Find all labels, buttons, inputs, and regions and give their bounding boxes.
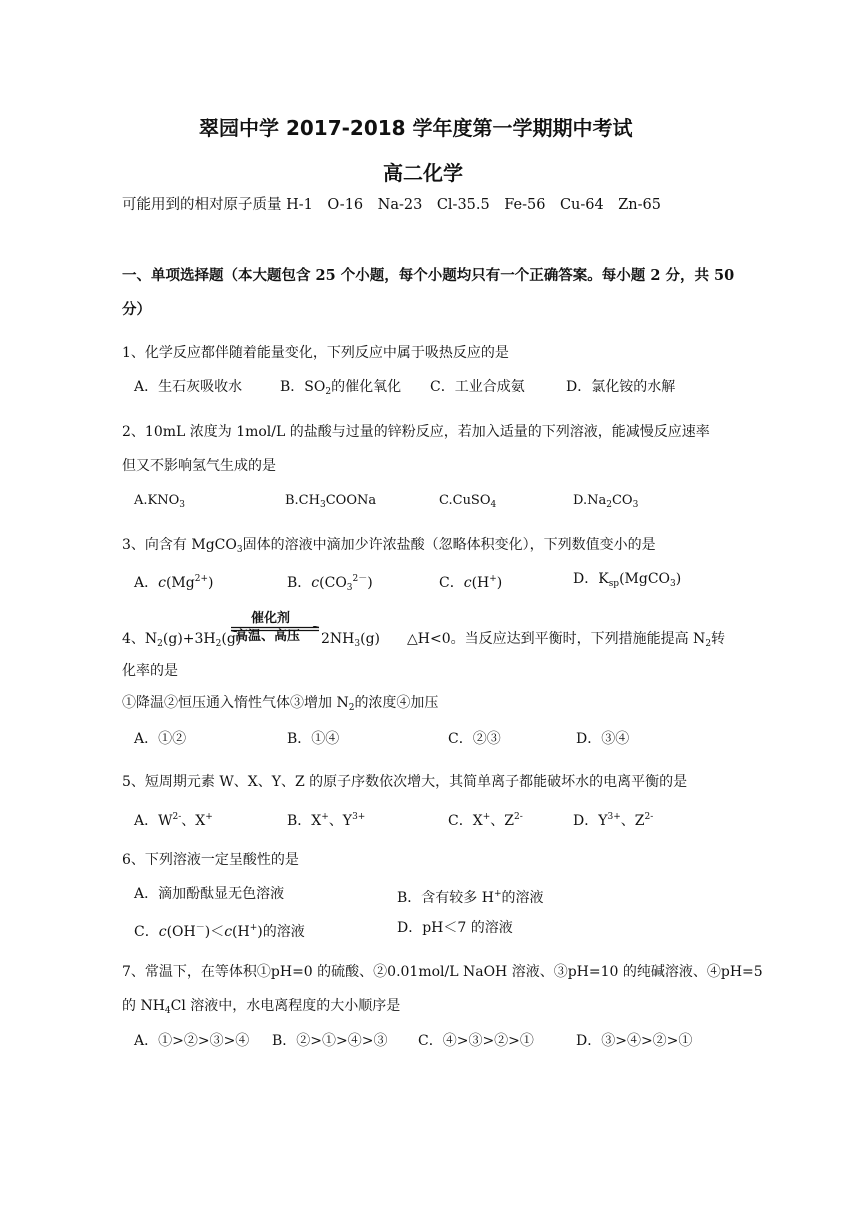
- q6-option-a: A．滴加酚酞显无色溶液: [134, 886, 285, 902]
- q6-option-d: D．pH＜7 的溶液: [397, 920, 513, 936]
- q4-option-c: C．②③: [448, 731, 501, 747]
- q4-option-b: B．①④: [287, 731, 340, 747]
- question-4-product: $2NH_3(g)$: [321, 631, 380, 649]
- q2-option-a: $A.KNO_3$: [134, 493, 185, 510]
- section-heading: 一、单项选择题（本大题包含 25 个小题，每个小题均只有一个正确答案。每小题 2 分，共 50: [122, 267, 735, 284]
- question-7-stem: 7、常温下，在等体积①pH=0 的硫酸、②0.01mol/L NaOH 溶液、③pH=10 的纯碱溶液、④pH=5: [122, 964, 763, 980]
- q4-option-d: D．③④: [576, 731, 630, 747]
- question-4-reactants: 4、$N_2(g)+3H_2(g)$: [122, 631, 242, 649]
- q1-option-d: D．氯化铵的水解: [566, 379, 676, 395]
- q7-option-d: D．③>④>②>①: [576, 1033, 693, 1049]
- question-3-stem: 3、向含有 MgCO$_3$固体的溶液中滴加少许浓盐酸（忽略体积变化），下列数值变小的是: [122, 537, 656, 555]
- question-4-condition: △H<0。当反应达到平衡时，下列措施能提高 $N_2$转: [407, 631, 726, 649]
- q5-option-d: D．$Y^{3+}$、$Z^{2-}$: [573, 812, 654, 829]
- q5-option-a: A．$W^{2-}$、X+: [134, 812, 213, 829]
- section-heading-cont: 分）: [122, 301, 151, 318]
- question-1-stem: 1、化学反应都伴随着能量变化，下列反应中属于吸热反应的是: [122, 345, 509, 361]
- q3-option-b: B．$c(CO_3^{2-})$: [287, 574, 373, 593]
- q4-option-a: A．①②: [134, 731, 187, 747]
- q2-option-d: $D.Na_2CO_3$: [573, 493, 639, 510]
- equilibrium-arrow: [229, 612, 321, 648]
- q6-option-b: B．含有较多 H+的溶液: [397, 889, 544, 906]
- q7-option-c: C．④>③>②>①: [418, 1033, 534, 1049]
- q6-option-c: C．c(OH－)＜c(H+)的溶液: [134, 923, 305, 940]
- q3-option-a: A．$c(Mg^{2+})$: [134, 574, 214, 591]
- exam-title: 翠园中学 2017-2018 学年度第一学期期中考试: [199, 116, 633, 140]
- q3-option-d: D．$K_{sp}(MgCO_3)$: [573, 571, 682, 589]
- q2-option-b: $B.CH_3COONa$: [285, 493, 377, 510]
- question-6-stem: 6、下列溶液一定呈酸性的是: [122, 852, 299, 868]
- q1-option-c: C．工业合成氨: [430, 379, 525, 395]
- question-4-stem-cont: 化率的是: [122, 663, 178, 679]
- question-2-stem-cont: 但又不影响氢气生成的是: [122, 458, 276, 474]
- question-7-stem-cont: 的 $NH_4Cl$ 溶液中，水电离程度的大小顺序是: [122, 998, 401, 1016]
- exam-subject: 高二化学: [383, 161, 463, 185]
- q7-option-b: B．②>①>④>③: [272, 1033, 388, 1049]
- catalyst-label: 催化剂: [251, 611, 291, 626]
- question-5-stem: 5、短周期元素 W、X、Y、Z 的原子序数依次增大，其简单离子都能破坏水的电离平衡的是: [122, 774, 688, 790]
- q5-option-b: B．X+、$Y^{3+}$: [287, 812, 366, 829]
- q1-option-a: A．生石灰吸收水: [134, 379, 243, 395]
- q2-option-c: C.CuSO$_4$: [439, 493, 497, 510]
- condition-label: 高温、高压: [235, 629, 301, 644]
- q5-option-c: C．X+、$Z^{2-}$: [448, 812, 523, 829]
- q3-option-c: C．c(H+): [439, 574, 503, 591]
- q1-option-b: B．$SO_2$的催化氧化: [280, 379, 402, 397]
- atomic-masses: 可能用到的相对原子质量 H-1 O-16 Na-23 Cl-35.5 Fe-56 Cu-64 Zn-65: [122, 197, 661, 213]
- question-4-measures: ①降温②恒压通入惰性气体③增加 $N_2$的浓度④加压: [122, 695, 439, 713]
- q7-option-a: A．①>②>③>④: [134, 1033, 250, 1049]
- question-2-stem: 2、10mL 浓度为 1mol/L 的盐酸与过量的锌粉反应，若加入适量的下列溶液，能减慢反应速率: [122, 424, 710, 440]
